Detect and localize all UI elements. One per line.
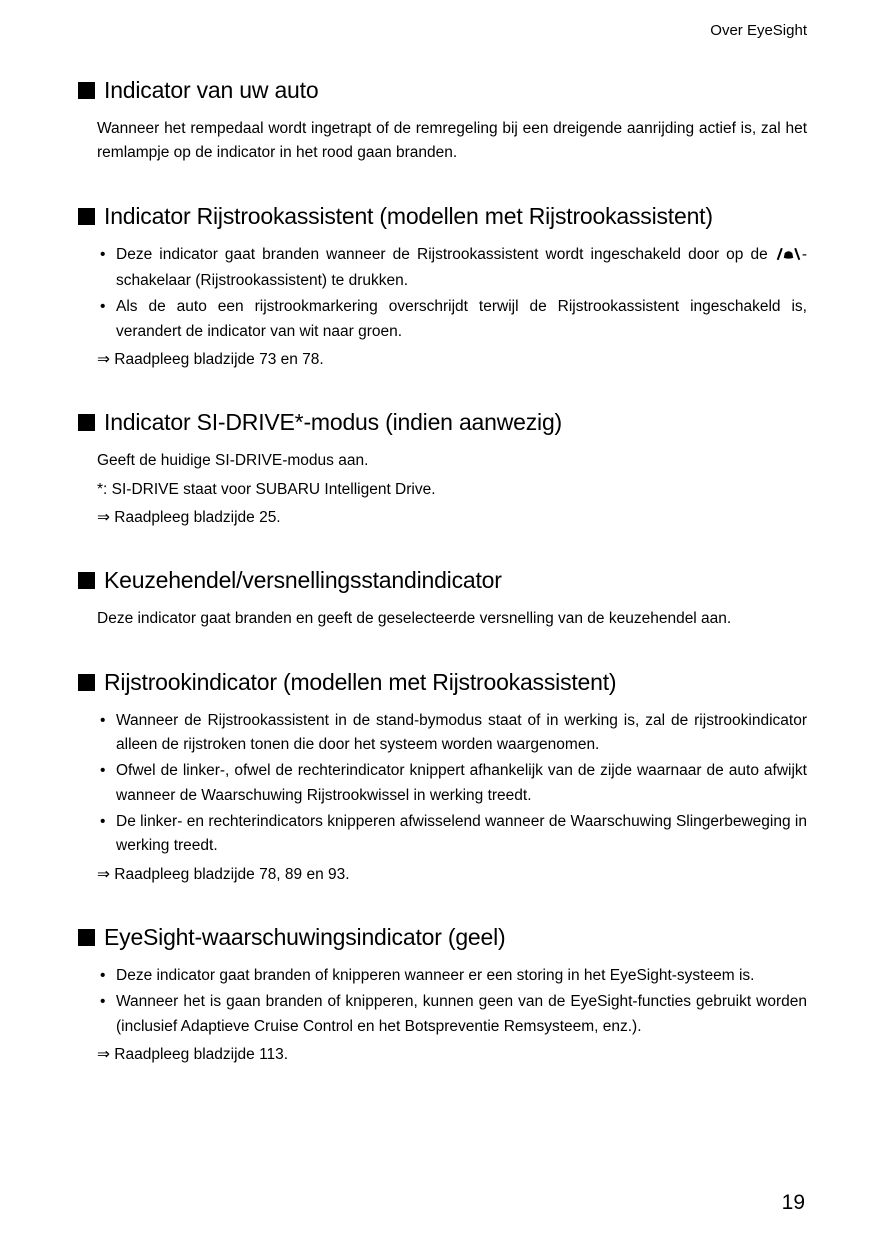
black-square-icon (78, 572, 95, 589)
page-reference: ⇒ Raadpleeg bladzijde 73 en 78. (97, 350, 324, 368)
page-number: 19 (781, 1191, 805, 1214)
section-heading (78, 924, 807, 951)
page-reference: ⇒ Raadpleeg bladzijde 113. (97, 1045, 289, 1063)
bullet-text: Wanneer het is gaan branden of knipperen, kunnen geen van de EyeSight-functies gebruikt worden (inclusief Adaptieve Cruise Control en het Botspreventie Remsysteem, enz.). (116, 993, 807, 1035)
section-heading (78, 203, 807, 230)
bullet-text: Ofwel de linker-, ofwel de rechterindicator knippert afhankelijk van de zijde waarnaar de auto afwijkt wanneer de Waarschuwing Rijstrookwissel in werking treedt. (116, 762, 807, 804)
page-reference: ⇒ Raadpleeg bladzijde 25. (97, 508, 281, 526)
bullet-text: Als de auto een rijstrookmarkering overschrijdt terwijl de Rijstrookassistent ingeschakeld is, verandert de indicator van wit naar groen. (116, 298, 807, 340)
bullet-marker: • (100, 245, 106, 263)
bullet-text-pre: Deze indicator gaat branden wanneer de Rijstrookassistent wordt ingeschakeld door op de (116, 245, 775, 263)
section-indicator-van-uw-auto (78, 77, 807, 166)
black-square-icon (78, 929, 95, 946)
section-heading (78, 77, 807, 104)
section-rijstrookindicator (78, 669, 807, 887)
page-reference: ⇒ Raadpleeg bladzijde 78, 89 en 93. (97, 865, 350, 883)
bullet-marker: • (100, 966, 106, 984)
bullet-marker: • (100, 762, 106, 780)
section-keuzehendel-indicator (78, 567, 807, 631)
bullet-marker: • (100, 812, 106, 830)
section-indicator-rijstrookassistent (78, 203, 807, 373)
section-heading (78, 669, 807, 696)
bullet-marker: • (100, 298, 106, 316)
bullet-text: Wanneer de Rijstrookassistent in de stand-bymodus staat of in werking is, zal de rijstrookindicator alleen de rijstroken tonen die door het systeem worden waargenomen. (116, 711, 807, 753)
section-heading-text: Indicator Rijstrookassistent (modellen met Rijstrookassistent) (104, 202, 713, 229)
section-heading-text: Keuzehendel/versnellingsstandindicator (104, 567, 502, 594)
bullet-item (100, 759, 807, 808)
black-square-icon (78, 208, 95, 225)
black-square-icon (78, 82, 95, 99)
section-eyesight-waarschuwingsindicator (78, 924, 807, 1067)
footnote: *: SI-DRIVE staat voor SUBARU Intelligent Drive. (97, 480, 436, 498)
bullet-list (100, 964, 807, 1039)
bullet-text: De linker- en rechterindicators knipperen afwisselend wanneer de Waarschuwing Slingerbeweging in werking treedt. (116, 812, 807, 855)
section-heading-text: Indicator SI-DRIVE*-modus (indien aanwezig) (104, 409, 562, 436)
section-heading (78, 409, 807, 436)
page-header (78, 20, 807, 40)
bullet-item (100, 990, 807, 1039)
black-square-icon (78, 414, 95, 431)
bullet-item (100, 295, 807, 344)
section-indicator-si-drive (78, 409, 807, 530)
paragraph: Geeft de huidige SI-DRIVE-modus aan. (97, 452, 369, 470)
section-heading-text: EyeSight-waarschuwingsindicator (geel) (104, 923, 506, 950)
section-heading-text: Rijstrookindicator (modellen met Rijstrookassistent) (104, 668, 617, 695)
header-title: Over EyeSight (710, 22, 807, 39)
section-heading-text: Indicator van uw auto (104, 77, 319, 103)
bullet-item (100, 243, 807, 294)
bullet-list (100, 709, 807, 859)
paragraph: Deze indicator gaat branden en geeft de geselecteerde versnelling van de keuzehendel aan. (97, 610, 732, 628)
paragraph: Wanneer het rempedaal wordt ingetrapt of de remregeling bij een dreigende aanrijding actief is, zal het remlampje op de indicator in het rood gaan branden. (97, 120, 807, 162)
bullet-list (100, 243, 807, 344)
bullet-marker: • (100, 993, 106, 1011)
bullet-marker: • (100, 711, 106, 729)
bullet-item (100, 810, 807, 859)
bullet-text: Deze indicator gaat branden of knipperen wanneer er een storing in het EyeSight-systeem is. (116, 966, 755, 984)
black-square-icon (78, 674, 95, 691)
bullet-text-post: -schakelaar (Rijstrookassistent) te drukken. (116, 245, 807, 289)
section-heading (78, 567, 807, 594)
bullet-item (100, 964, 807, 988)
lane-keep-assist-icon (776, 245, 801, 269)
bullet-item (100, 709, 807, 758)
